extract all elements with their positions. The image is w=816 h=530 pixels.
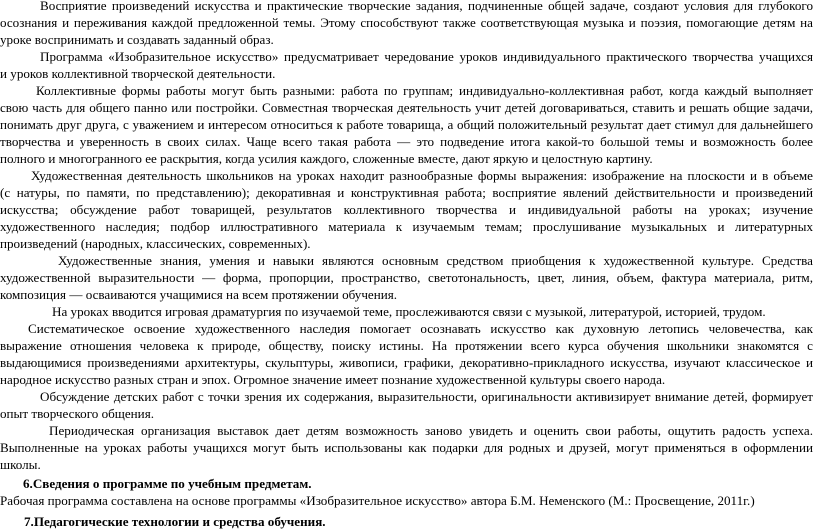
- text-line: творчества и уверенность в своих силах. Чаще всего такая работа — это подведение итога какой-то большой темы и возможность более: [0, 134, 813, 149]
- text-line: уроке воспринимать и создавать заданный образ.: [0, 32, 274, 47]
- text-line: свою часть для общего панно или постройки. Совместная творческая деятельность учит детей договариваться, ставить и решать общие задачи,: [0, 100, 813, 115]
- text-line: Коллективные формы работы могут быть разными: работа по группам; индивидуально-коллективная работ, когда каждый выполняет: [36, 83, 813, 98]
- text-line: Выполненные на уроках работы учащихся могут быть использованы как подарки для родных и друзей, могут применяться в оформлении: [0, 440, 813, 455]
- section-text: Рабочая программа составлена на основе программы «Изобразительное искусство» автора Б.М. Неменского (М.: Просвещение, 2011г.): [0, 493, 755, 508]
- text-line: Программа «Изобразительное искусство» предусматривает чередование уроков индивидуального практического творчества учащихся: [40, 49, 813, 64]
- text-line: Систематическое освоение художественного наследия помогает осознавать искусство как духовную летопись человечества, как: [28, 321, 813, 336]
- text-line: школы.: [0, 457, 41, 472]
- text-line: выдающимися произведениями архитектуры, скульптуры, живописи, графики, декоративно-прикладного искусства, изучают классическое и: [0, 355, 813, 370]
- text-line: художественного наследия; подбор иллюстративного материала к изучаемым темам; прослушивание музыкальных и литературных: [0, 219, 813, 234]
- text-line: опыт творческого общения.: [0, 406, 154, 421]
- text-line: выражение отношения человека к природе, обществу, поиску истины. На протяжении всего курса обучения школьники знакомятся с: [0, 338, 813, 353]
- text-line: Периодическая организация выставок дает детям возможность заново увидеть и оценить свои работы, ощутить радость успеха.: [49, 423, 813, 438]
- text-line: Восприятие произведений искусства и практические творческие задания, подчиненные общей задаче, создают условия для глубокого: [40, 0, 813, 13]
- text-line: художественной выразительности — форма, пропорции, пространство, светотональность, цвет, линия, объем, фактура материала, ритм,: [0, 270, 813, 285]
- text-line: На уроках вводится игровая драматургия по изучаемой теме, прослеживаются связи с музыкой, литературой, историей, трудом.: [52, 304, 766, 319]
- text-line: (с натуры, по памяти, по представлению); декоративная и конструктивная работа; восприятие явлений действительности и произведений: [0, 185, 813, 200]
- section-heading: 7.Педагогические технологии и средства обучения.: [24, 514, 326, 529]
- section-heading: 6.Сведения о программе по учебным предметам.: [23, 476, 312, 491]
- text-line: Художественные знания, умения и навыки являются основным средством приобщения к художественной культуре. Средства: [58, 253, 813, 268]
- text-line: понимать друг друга, с уважением и интересом относиться к работе товарища, а общий положительный результат дает стимул для дальнейшего: [0, 117, 813, 132]
- text-line: искусства; обсуждение работ товарищей, результатов коллективного творчества и индивидуальной работы на уроках; изучение: [0, 202, 813, 217]
- text-line: и уроков коллективной творческой деятельности.: [0, 66, 276, 81]
- text-line: народное искусство разных стран и эпох. Огромное значение имеет познание художественной культуры своего народа.: [0, 372, 666, 387]
- text-line: произведений (народных, классических, современных).: [0, 236, 311, 251]
- text-line: Обсуждение детских работ с точки зрения их содержания, выразительности, оригинальности активизирует внимание детей, формирует: [40, 389, 813, 404]
- text-line: композиция — осваиваются учащимися на всем протяжении обучения.: [0, 287, 398, 302]
- text-line: Художественная деятельность школьников на уроках находит разнообразные формы выражения: изображение на плоскости и в объеме: [31, 168, 813, 183]
- text-line: осознания и переживания каждой предложенной темы. Этому способствуют также соответствующая музыка и поэзия, помогающие детям на: [0, 15, 813, 30]
- text-line: полного и многогранного ее раскрытия, когда усилия каждого, сложенные вместе, дают яркую и целостную картину.: [0, 151, 653, 166]
